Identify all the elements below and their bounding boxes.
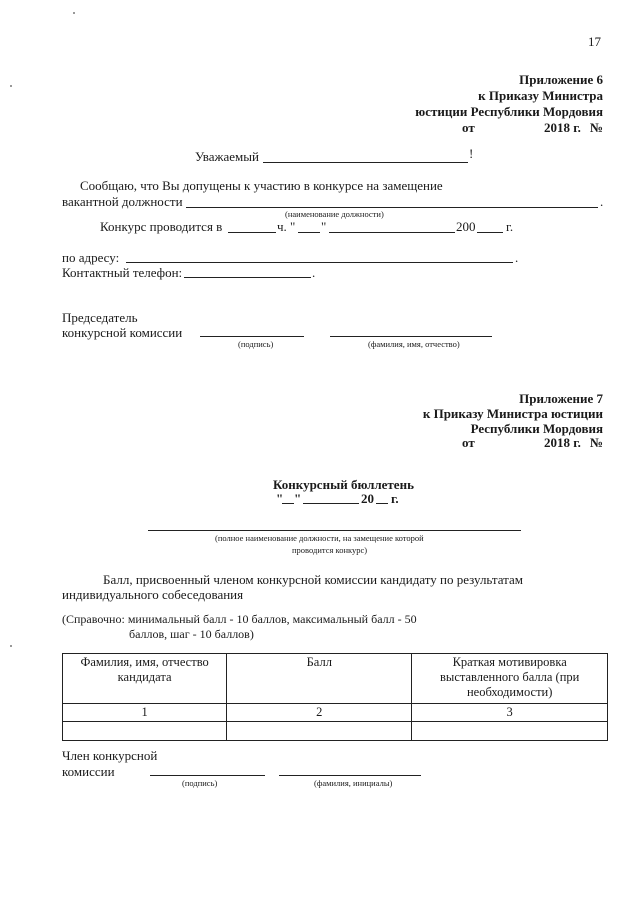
chairman-sign-line — [200, 336, 304, 337]
member-sign-caption: (подпись) — [182, 778, 218, 788]
table-row — [63, 722, 608, 741]
chairman-name-caption: (фамилия, имя, отчество) — [368, 339, 460, 349]
appendix6-number: № — [590, 120, 604, 135]
member-label-2: комиссии — [62, 764, 115, 779]
member-sign-line — [150, 775, 265, 776]
greeting-mark: ! — [469, 146, 474, 161]
vacancy-label: вакантной должности — [62, 194, 183, 209]
chairman-name-line — [330, 336, 492, 337]
table-cell — [412, 722, 608, 741]
member-name-line — [279, 775, 421, 776]
number-cell: 1 — [63, 704, 227, 722]
table-cell — [63, 722, 227, 741]
table-number-row — [63, 704, 608, 722]
contest-year: 200 — [456, 219, 476, 234]
number-cell: 3 — [412, 704, 608, 722]
greeting: Уважаемый — [195, 149, 259, 164]
table-cell — [227, 722, 412, 741]
appendix6-order: к Приказу Министра — [478, 88, 603, 103]
vacancy-caption: (наименование должности) — [285, 209, 384, 219]
contest-month-line — [329, 232, 455, 233]
chairman-sign-caption: (подпись) — [238, 339, 274, 349]
phone-line — [184, 277, 311, 278]
appendix6-date-year: 2018 г. — [544, 120, 581, 135]
page-number: 17 — [588, 34, 601, 49]
appendix6-title: Приложение 6 — [519, 72, 603, 87]
appendix7-title: Приложение 7 — [519, 391, 603, 406]
appendix7-date-year: 2018 г. — [544, 435, 581, 450]
appendix7-ministry: Республики Мордовия — [470, 421, 603, 436]
appendix6-ministry: юстиции Республики Мордовия — [415, 104, 603, 119]
vacancy-end: . — [600, 194, 604, 209]
chairman-label-1: Председатель — [62, 310, 138, 325]
ballot-year-line — [376, 503, 388, 504]
member-name-caption: (фамилия, инициалы) — [314, 778, 393, 788]
score-text-2: индивидуального собеседования — [62, 587, 244, 602]
ballot-date-year: 20 — [361, 491, 374, 506]
reference-1: (Справочно: минимальный балл - 10 баллов, максимальный балл - 50 — [62, 612, 417, 626]
contest-year-line — [477, 232, 503, 233]
inform-text: Сообщаю, что Вы допущены к участию в конкурсе на замещение — [80, 178, 443, 193]
ballot-date-suffix: г. — [391, 491, 399, 506]
ballot-date-mid: " — [294, 491, 302, 506]
header-motivation: Краткая мотивировка выставленного балла (при необходимости) — [412, 654, 608, 704]
contest-day-line — [298, 232, 320, 233]
address-line — [126, 262, 513, 263]
ballot-date-open: " — [276, 491, 284, 506]
scan-speck — [10, 645, 12, 647]
appendix7-date-from: от — [462, 435, 475, 450]
phone-label: Контактный телефон: — [62, 265, 183, 280]
address-end: . — [515, 250, 519, 265]
appendix7-order: к Приказу Министра юстиции — [422, 406, 603, 421]
score-text-1: Балл, присвоенный членом конкурсной комиссии кандидату по результатам — [103, 572, 523, 587]
greeting-name-line — [263, 162, 468, 163]
member-label-1: Член конкурсной — [62, 748, 158, 763]
appendix7-number: № — [590, 435, 604, 450]
contest-hour: ч. " — [277, 219, 296, 234]
contest-label: Конкурс проводится в — [100, 219, 223, 234]
vacancy-line — [186, 207, 598, 208]
chairman-label-2: конкурсной комиссии — [62, 325, 183, 340]
ballot-month-line — [303, 503, 359, 504]
address-label: по адресу: — [62, 250, 120, 265]
contest-quote: " — [321, 219, 327, 234]
header-candidate: Фамилия, имя, отчество кандидата — [63, 654, 227, 704]
table-header-row — [63, 654, 608, 704]
position-caption-1: (полное наименование должности, на замещение которой — [215, 533, 424, 543]
ballot-table — [62, 653, 608, 741]
contest-year-suffix: г. — [506, 219, 514, 234]
reference-2: баллов, шаг - 10 баллов) — [129, 627, 254, 641]
position-caption-2: проводится конкурс) — [292, 545, 368, 555]
contest-hour-line — [228, 232, 276, 233]
ballot-title: Конкурсный бюллетень — [273, 477, 414, 492]
appendix6-date-from: от — [462, 120, 475, 135]
header-score: Балл — [227, 654, 412, 704]
number-cell: 2 — [227, 704, 412, 722]
ballot-position-line — [148, 530, 521, 531]
ballot-day-line — [282, 503, 294, 504]
scan-speck — [10, 85, 12, 87]
phone-end: . — [312, 265, 316, 280]
scan-speck — [73, 12, 75, 14]
